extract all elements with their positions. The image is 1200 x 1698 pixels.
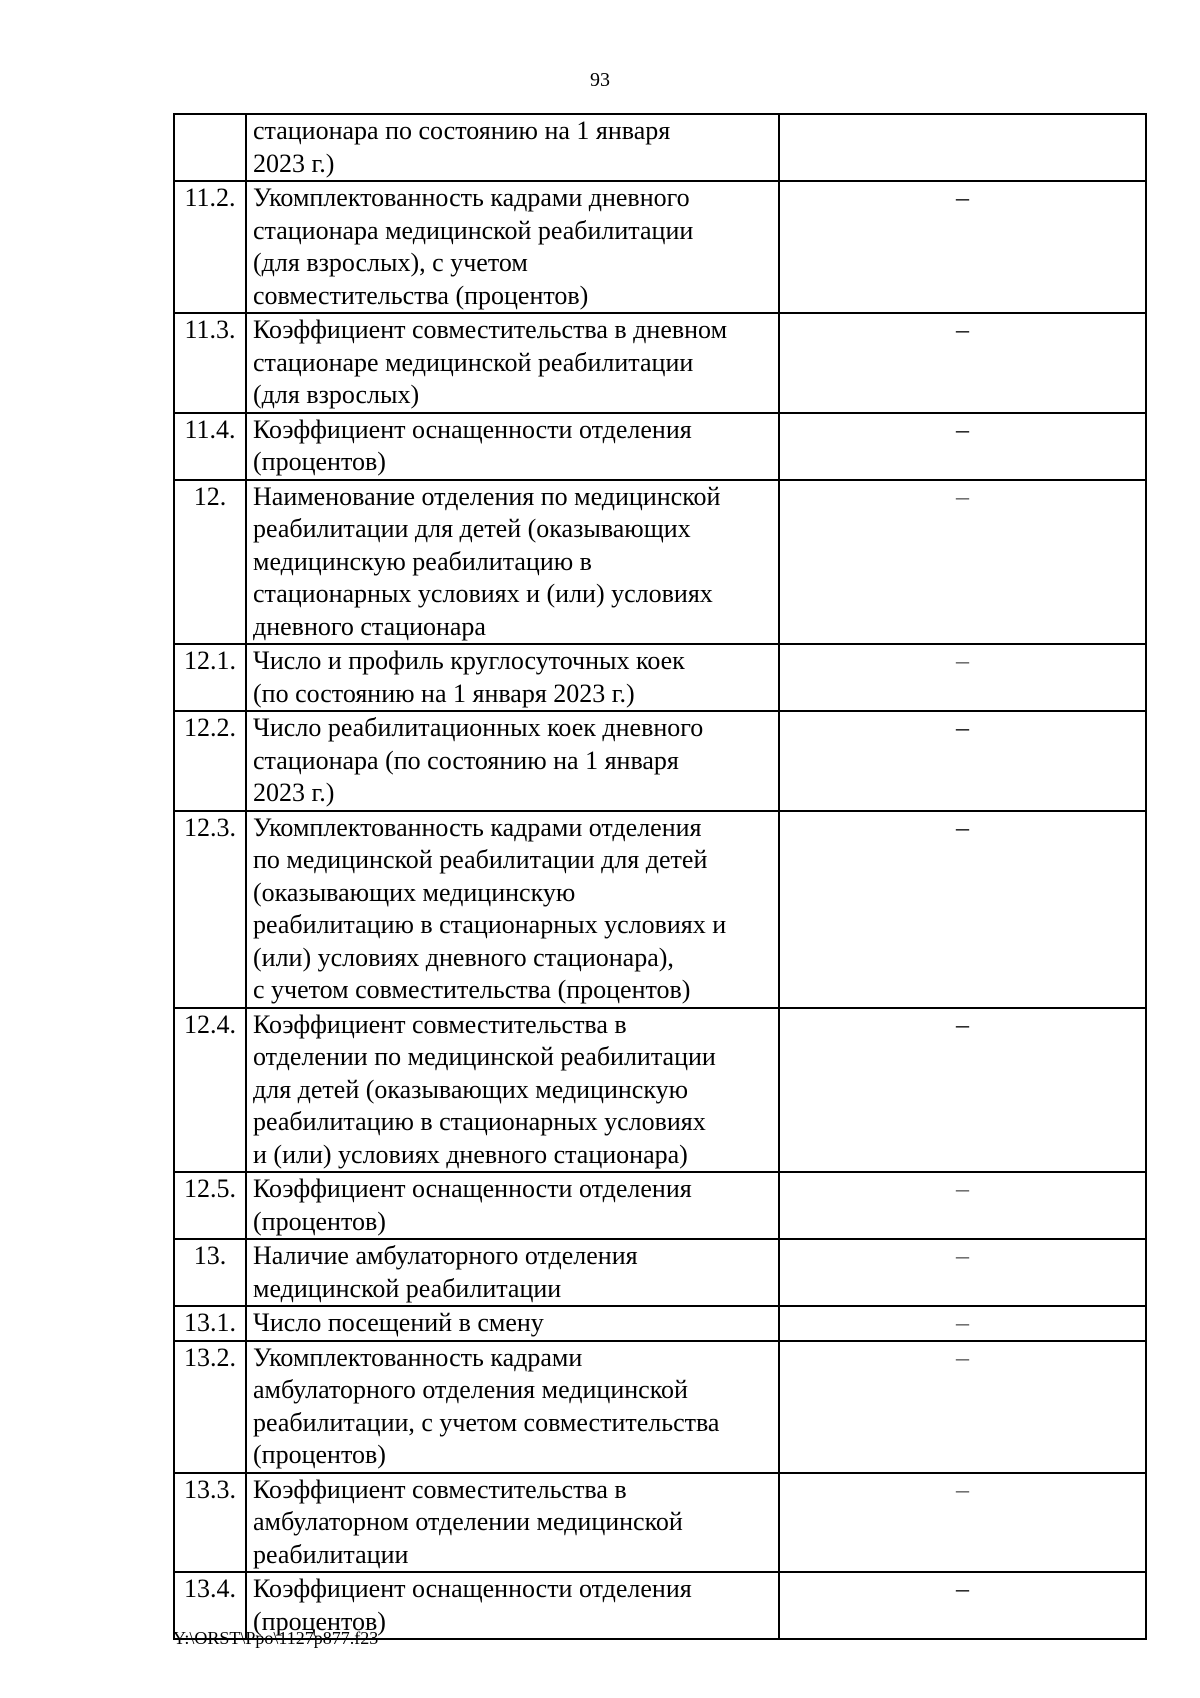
table-row <box>174 711 1146 811</box>
indicator-text-line: реабилитацию в стационарных условиях и <box>253 910 727 939</box>
indicator-text-line: стационара (по состоянию на 1 января <box>253 745 679 775</box>
value-dash: – <box>956 812 969 842</box>
row-value <box>779 313 1146 413</box>
row-number: 12.1. <box>174 644 246 711</box>
indicator-text-line: (процентов) <box>253 1206 386 1236</box>
value-dash: – <box>956 1342 969 1372</box>
table-row <box>174 1008 1146 1173</box>
indicator-text-line: реабилитации, с учетом совместительства <box>253 1407 720 1437</box>
row-number: 12.4. <box>174 1008 246 1173</box>
table-row <box>174 1239 1146 1306</box>
indicator-text-line: Коэффициент оснащенности отделения <box>253 414 692 444</box>
table-row <box>174 1341 1146 1473</box>
value-dash: – <box>956 1574 969 1603</box>
table-row <box>174 313 1146 413</box>
indicator-text-line: амбулаторного отделения медицинской <box>253 1375 688 1404</box>
row-number <box>174 114 246 181</box>
indicator-text-line: Коэффициент оснащенности отделения <box>253 1174 692 1203</box>
table-row <box>174 413 1146 480</box>
table-row <box>174 644 1146 711</box>
row-indicator-name <box>246 1306 779 1341</box>
row-value <box>779 711 1146 811</box>
row-indicator-name <box>246 1008 779 1173</box>
value-dash: – <box>956 1241 969 1270</box>
indicator-text-line: 2023 г.) <box>253 148 335 178</box>
indicator-text-line: Коэффициент совместительства в дневном <box>253 315 728 344</box>
value-dash: – <box>956 713 969 742</box>
indicator-text-line: (для взрослых) <box>253 380 420 409</box>
value-dash: – <box>956 315 969 344</box>
row-indicator-name <box>246 1473 779 1573</box>
row-number: 13.4. <box>174 1572 246 1639</box>
indicator-text-line: Число реабилитационных коек дневного <box>253 713 704 742</box>
row-number: 12.3. <box>174 811 246 1008</box>
row-value <box>779 1239 1146 1306</box>
indicator-text-line: (по состоянию на 1 января 2023 г.) <box>253 678 635 708</box>
table-row <box>174 480 1146 645</box>
table-row <box>174 1306 1146 1341</box>
value-dash: – <box>956 1308 969 1337</box>
indicator-text-line: с учетом совместительства (процентов) <box>253 975 691 1004</box>
indicator-text-line: медицинской реабилитации <box>253 1273 562 1303</box>
value-dash: – <box>956 646 969 675</box>
row-indicator-name <box>246 1239 779 1306</box>
row-indicator-name <box>246 181 779 313</box>
table-row <box>174 1172 1146 1239</box>
indicator-text-line: стационарных условиях и (или) условиях <box>253 579 713 608</box>
row-indicator-name <box>246 811 779 1008</box>
indicator-text-line: Число и профиль круглосуточных коек <box>253 646 685 675</box>
value-dash: – <box>956 1174 969 1203</box>
row-indicator-name <box>246 1172 779 1239</box>
row-number: 13.1. <box>174 1306 246 1341</box>
indicator-text-line: дневного стационара <box>253 611 486 641</box>
table-body <box>174 114 1146 1639</box>
row-number: 12.2. <box>174 711 246 811</box>
row-number: 13.2. <box>174 1341 246 1473</box>
row-value <box>779 1341 1146 1473</box>
row-indicator-name <box>246 644 779 711</box>
table-row <box>174 811 1146 1008</box>
indicator-text-line: стационара медицинской реабилитации <box>253 215 694 245</box>
row-indicator-name <box>246 413 779 480</box>
value-dash: – <box>956 414 969 444</box>
indicator-text-line: (оказывающих медицинскую <box>253 877 576 907</box>
indicator-text-line: для детей (оказывающих медицинскую <box>253 1074 689 1104</box>
indicator-text-line: реабилитации <box>253 1539 409 1569</box>
row-value <box>779 1008 1146 1173</box>
row-indicator-name <box>246 711 779 811</box>
value-dash: – <box>956 183 969 212</box>
value-dash: – <box>956 481 969 511</box>
row-value <box>779 1306 1146 1341</box>
row-value <box>779 114 1146 181</box>
indicator-text-line: (процентов) <box>253 1440 386 1469</box>
indicator-text-line: (для взрослых), с учетом <box>253 248 528 277</box>
indicator-text-line: реабилитацию в стационарных условиях <box>253 1107 706 1136</box>
indicator-text-line: Коэффициент совместительства в <box>253 1009 627 1039</box>
page-number: 93 <box>590 69 610 91</box>
row-number: 11.3. <box>174 313 246 413</box>
indicator-text-line: реабилитации для детей (оказывающих <box>253 514 691 543</box>
indicator-text-line: Число посещений в смену <box>253 1308 544 1337</box>
indicator-text-line: (процентов) <box>253 447 386 476</box>
indicator-text-line: Наименование отделения по медицинской <box>253 481 721 511</box>
indicator-text-line: (процентов) <box>253 1606 386 1636</box>
row-value <box>779 1572 1146 1639</box>
row-number: 11.2. <box>174 181 246 313</box>
indicator-text-line: совместительства (процентов) <box>253 280 589 310</box>
indicator-text-line: медицинскую реабилитацию в <box>253 546 592 576</box>
row-number: 11.4. <box>174 413 246 480</box>
table-row <box>174 114 1146 181</box>
row-number: 13.3. <box>174 1473 246 1573</box>
row-number: 12. <box>174 480 246 645</box>
indicator-text-line: стационара по состоянию на 1 января <box>253 116 671 145</box>
value-dash: – <box>956 1009 969 1039</box>
row-value <box>779 1473 1146 1573</box>
row-value <box>779 1172 1146 1239</box>
indicator-text-line: и (или) условиях дневного стационара) <box>253 1139 688 1169</box>
footer-file-path: Y:\ORST\Ppo\1127p877.f23 <box>173 1628 379 1648</box>
row-value <box>779 644 1146 711</box>
row-indicator-name <box>246 114 779 181</box>
indicator-text-line: Укомплектованность кадрами <box>253 1342 583 1372</box>
indicator-text-line: Наличие амбулаторного отделения <box>253 1241 638 1270</box>
indicator-text-line: Укомплектованность кадрами дневного <box>253 183 690 212</box>
row-number: 13. <box>174 1239 246 1306</box>
row-value <box>779 811 1146 1008</box>
row-number: 12.5. <box>174 1172 246 1239</box>
indicator-text-line: стационаре медицинской реабилитации <box>253 347 694 377</box>
indicator-text-line: 2023 г.) <box>253 778 335 807</box>
row-indicator-name <box>246 1341 779 1473</box>
row-value <box>779 413 1146 480</box>
indicator-text-line: по медицинской реабилитации для детей <box>253 845 708 874</box>
row-indicator-name <box>246 313 779 413</box>
row-value <box>779 480 1146 645</box>
indicator-text-line: амбулаторном отделении медицинской <box>253 1507 683 1536</box>
indicator-text-line: отделении по медицинской реабилитации <box>253 1042 716 1071</box>
indicator-text-line: (или) условиях дневного стационара), <box>253 942 674 972</box>
row-indicator-name <box>246 480 779 645</box>
indicator-text-line: Коэффициент оснащенности отделения <box>253 1574 692 1603</box>
table-row <box>174 181 1146 313</box>
indicator-text-line: Коэффициент совместительства в <box>253 1474 627 1504</box>
row-value <box>779 181 1146 313</box>
table-row <box>174 1473 1146 1573</box>
indicators-table <box>173 113 1147 1640</box>
indicator-text-line: Укомплектованность кадрами отделения <box>253 812 702 842</box>
value-dash: – <box>956 1474 969 1504</box>
